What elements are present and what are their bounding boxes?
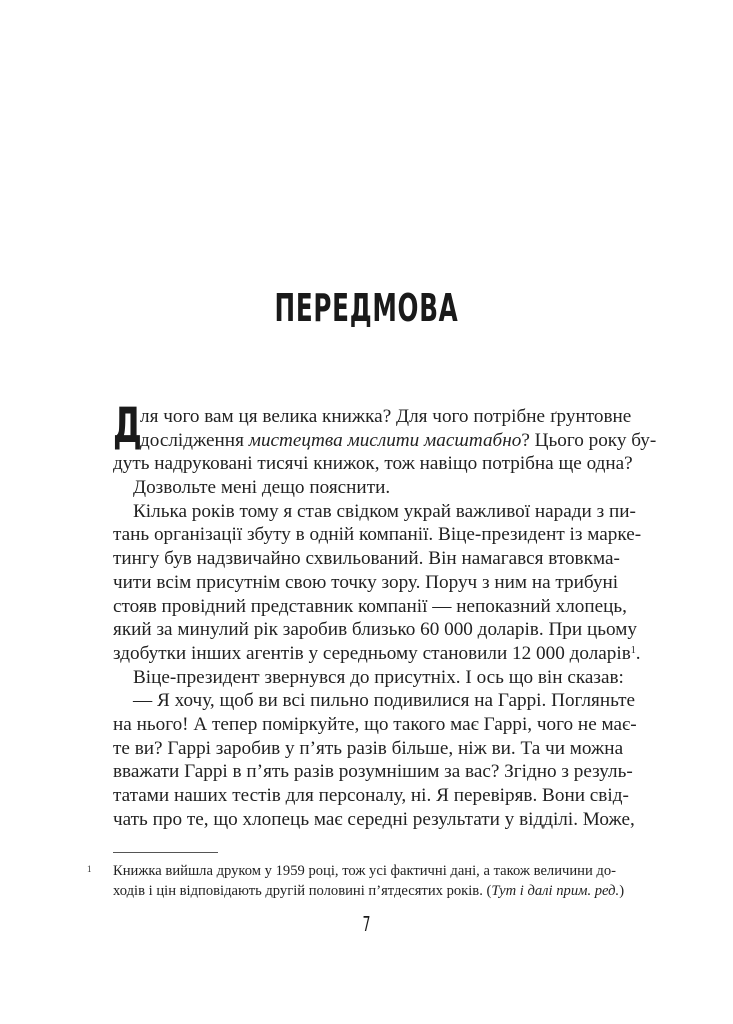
page-number: 7 [362, 912, 371, 936]
footnote-line: ходів і цін відповідають другій половині п’ятдесятих років. (Тут і далі прим. ред.) [113, 882, 625, 899]
text-line: татами наших тестів для персоналу, ні. Я перевіряв. Вони свід- [113, 785, 629, 806]
footnote-line: Книжка вийшла друком у 1959 році, тож усі фактичні дані, а також величини до- [113, 863, 617, 879]
text-line: який за минулий рік заробив близько 60 000 доларів. При цьому [113, 619, 637, 641]
body-text [113, 405, 657, 831]
text-line: дослідження мистецтва мислити масштабно? Цього року бу- [140, 429, 657, 451]
text-line: стояв провідний представник компанії — непоказний хлопець, [113, 595, 627, 617]
text-line: здобутки інших агентів у середньому становили 12 000 доларів$^1$. [113, 642, 641, 664]
text-line: тань організації збуту в одній компанії. Віце-президент із марке- [113, 524, 642, 546]
text-line: чити всім присутнім свою точку зору. Поруч з ним на трибуні [113, 571, 619, 593]
text-line: на нього! А тепер поміркуйте, що такого має Гаррі, чого не має- [113, 713, 637, 735]
footnote-divider [113, 852, 218, 853]
footnote-marker: 1 [87, 864, 92, 874]
chapter-title: ПЕРЕДМОВА [274, 286, 459, 330]
text-line: Дозвольте мені дещо пояснити. [133, 477, 391, 499]
text-line: тингу був надзвичайно схвильований. Він намагався втовкма- [113, 548, 620, 570]
text-line: Віце-президент звернувся до присутніх. І ось що він сказав: [133, 666, 624, 688]
footnote [113, 862, 625, 901]
text-line: те ви? Гаррі заробив у п’ять разів більше, ніж ви. Та чи можна [113, 737, 624, 759]
text-line: ля чого вам ця велика книжка? Для чого потрібне ґрунтовне [140, 406, 632, 427]
text-line: Кілька років тому я став свідком украй важливої наради з пи- [133, 500, 636, 522]
footnote-ref[interactable]: 1 [630, 644, 636, 656]
drop-cap: Д [113, 398, 142, 454]
text-line: дуть надруковані тисячі книжок, тож навіщо потрібна ще одна? [113, 453, 633, 475]
text-line: вважати Гаррі в п’ять разів розумнішим за вас? Згідно з резуль- [113, 761, 633, 783]
italic-phrase: мистецтва мислити масштабно [248, 429, 522, 451]
text-line: — Я хочу, щоб ви всі пильно подивилися на Гаррі. Погляньте [133, 690, 636, 712]
text-line: чать про те, що хлопець має середні результати у відділі. Може, [113, 808, 635, 830]
